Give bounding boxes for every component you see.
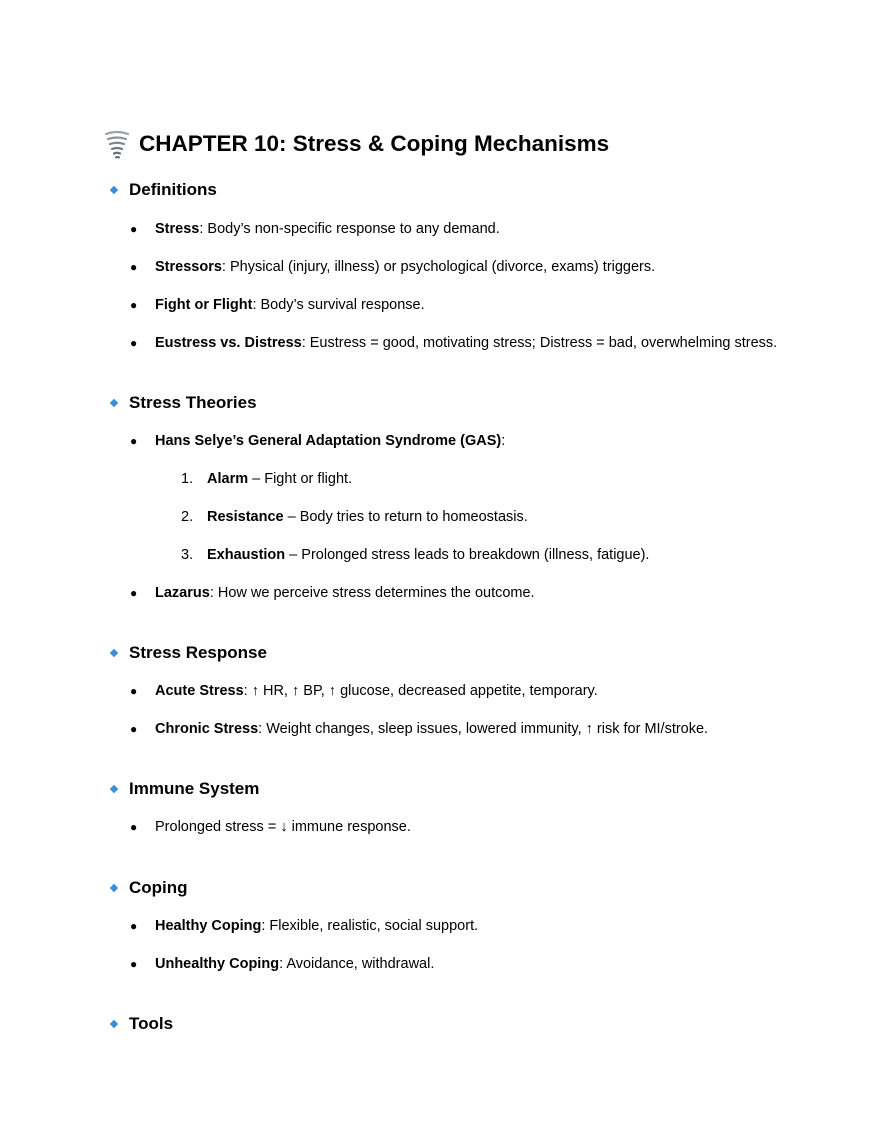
- section-heading: Immune System: [129, 779, 260, 798]
- description: : How we perceive stress determines the outcome.: [209, 585, 535, 601]
- section-coping: [110, 875, 188, 901]
- description: : Body’s survival response.: [252, 297, 425, 313]
- description: : Avoidance, withdrawal.: [279, 956, 435, 972]
- section-stress-theories: [110, 390, 257, 416]
- bullet-icon: ●: [130, 820, 138, 834]
- term: Stress: [155, 221, 200, 237]
- list-item: [130, 294, 425, 316]
- section-stress-response: [110, 640, 267, 666]
- bullet-icon: ●: [130, 919, 138, 933]
- numbered-item: [181, 544, 649, 566]
- description: : Body’s non-specific response to any demand.: [199, 221, 500, 237]
- title-text: CHAPTER 10: Stress & Coping Mechanisms: [139, 131, 610, 156]
- term: Acute Stress: [155, 683, 244, 699]
- description: Prolonged stress = ↓ immune response.: [155, 819, 411, 835]
- list-item: [130, 915, 478, 937]
- bullet-icon: ●: [130, 586, 138, 600]
- term: Exhaustion: [207, 547, 286, 563]
- description: – Prolonged stress leads to breakdown (illness, fatigue).: [285, 547, 650, 563]
- diamond-bullet-icon: [110, 1020, 118, 1028]
- term: Fight or Flight: [155, 297, 253, 313]
- numbered-item: [181, 468, 352, 490]
- bullet-icon: ●: [130, 434, 138, 448]
- bullet-icon: ●: [130, 957, 138, 971]
- description: : Physical (injury, illness) or psychological (divorce, exams) triggers.: [221, 259, 656, 275]
- section-immune-system: [110, 776, 259, 802]
- list-item: [130, 953, 434, 975]
- section-heading: Definitions: [129, 180, 217, 199]
- description: – Body tries to return to homeostasis.: [283, 509, 528, 525]
- bullet-icon: ●: [130, 260, 138, 274]
- bullet-icon: ●: [130, 722, 138, 736]
- section-heading: Tools: [129, 1014, 174, 1033]
- bullet-icon: ●: [130, 222, 138, 236]
- description: : Flexible, realistic, social support.: [261, 918, 479, 934]
- tornado-icon: [104, 129, 130, 159]
- description: :: [501, 433, 506, 449]
- diamond-bullet-icon: [110, 785, 118, 793]
- diamond-bullet-icon: [110, 186, 118, 194]
- diamond-bullet-icon: [110, 649, 118, 657]
- numbered-item: [181, 506, 528, 528]
- item-number: 2.: [181, 509, 194, 525]
- item-number: 1.: [181, 471, 194, 487]
- term: Stressors: [155, 259, 222, 275]
- diamond-bullet-icon: [110, 884, 118, 892]
- list-item: [130, 718, 708, 740]
- bullet-icon: ●: [130, 684, 138, 698]
- term: Lazarus: [155, 585, 210, 601]
- list-item-gas: [130, 430, 505, 452]
- description: – Fight or flight.: [248, 471, 353, 487]
- list-item: [130, 256, 655, 278]
- term: Unhealthy Coping: [155, 956, 280, 972]
- bullet-icon: ●: [130, 336, 138, 350]
- term: Chronic Stress: [155, 721, 259, 737]
- item-number: 3.: [181, 547, 194, 563]
- diamond-bullet-icon: [110, 399, 118, 407]
- term: Eustress vs. Distress: [155, 335, 302, 351]
- section-heading: Stress Theories: [129, 393, 257, 412]
- page-title: [104, 127, 609, 161]
- term: Hans Selye’s General Adaptation Syndrome (GAS): [155, 433, 502, 449]
- section-heading: Coping: [129, 878, 188, 897]
- description: : ↑ HR, ↑ BP, ↑ glucose, decreased appetite, temporary.: [243, 683, 598, 699]
- list-item: [130, 816, 411, 838]
- term: Healthy Coping: [155, 918, 262, 934]
- list-item-lazarus: [130, 582, 535, 604]
- bullet-icon: ●: [130, 298, 138, 312]
- term: Resistance: [207, 509, 284, 525]
- description: : Eustress = good, motivating stress; Distress = bad, overwhelming stress.: [301, 335, 778, 351]
- list-item: [130, 218, 500, 240]
- section-tools: [110, 1011, 173, 1037]
- term: Alarm: [207, 471, 249, 487]
- section-heading: Stress Response: [129, 643, 267, 662]
- description: : Weight changes, sleep issues, lowered immunity, ↑ risk for MI/stroke.: [258, 721, 709, 737]
- section-definitions: [110, 177, 217, 203]
- list-item: [130, 680, 598, 702]
- list-item: [130, 332, 777, 354]
